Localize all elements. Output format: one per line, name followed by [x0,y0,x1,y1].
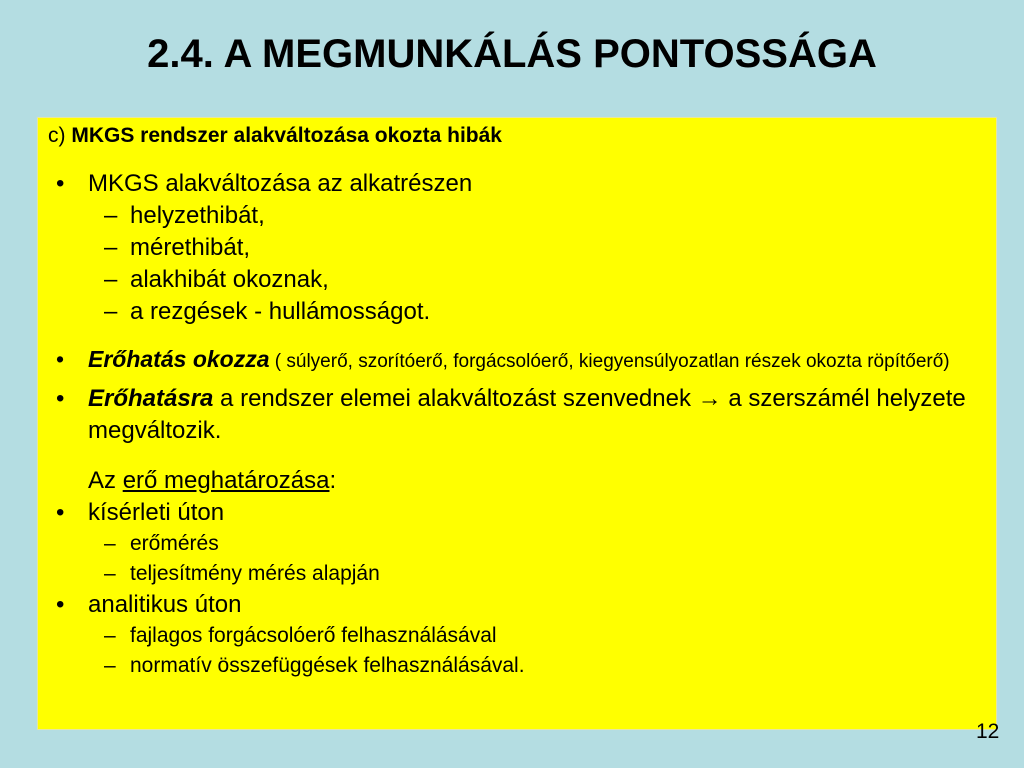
list-item [48,383,996,447]
sub-list-item-text: teljesítmény mérés alapján [130,562,380,585]
list-item-text: ( súlyerő, szorítóerő, forgácsolóerő, kiegyensúlyozatlan részek okozta röpítőerő) [269,351,950,372]
bullet-marker: • [56,499,65,526]
dash-marker: – [104,624,116,647]
list-item-emphasis: Erőhatásra [88,385,214,412]
dash-marker: – [104,562,116,585]
list-item-text: a rendszer elemei alakváltozást szenvednek [213,385,698,412]
sub-list-item [48,296,996,328]
list-item-text: kísérleti úton [88,499,225,526]
bullet-marker: • [56,346,65,372]
dash-marker: – [104,234,118,261]
dash-marker: – [104,532,116,555]
dash-marker: – [104,266,118,293]
list-item [48,168,996,200]
section-heading [48,122,996,150]
arrow-icon: → [697,385,722,412]
section-heading-prefix: c) [48,124,72,147]
list-item-emphasis: Erőhatás okozza [88,346,270,372]
list-item [48,589,996,621]
bullet-marker: • [56,591,65,618]
force-determination-intro [48,465,996,497]
intro-suffix: : [329,467,337,494]
sub-list-item [48,232,996,264]
sub-list-item [48,200,996,232]
sub-list-item [48,559,996,589]
dash-marker: – [104,202,118,229]
sub-list-item-text: alakhibát okoznak, [130,266,329,293]
list-item-text: MKGS alakváltozása az alkatrészen [88,170,473,197]
sub-list-item-text: helyzethibát, [130,202,265,229]
content-box [37,117,997,730]
list-item [48,346,996,375]
list-item [48,497,996,529]
list-item-text: analitikus úton [88,591,242,618]
sub-list-item [48,529,996,559]
intro-underlined: erő meghatározása [122,467,330,494]
sub-list-item [48,264,996,296]
slide-title: 2.4. A MEGMUNKÁLÁS PONTOSSÁGA [147,32,877,76]
dash-marker: – [104,654,116,677]
sub-list-item-text: mérethibát, [130,234,251,261]
sub-list-item-text: normatív összefüggések felhasználásával. [130,654,525,677]
sub-list-item-text: fajlagos forgácsolóerő felhasználásával [130,624,497,647]
sub-list-item [48,621,996,651]
section-heading-title: MKGS rendszer alakváltozása okozta hibák [71,124,502,147]
list-item-text-continued: a szerszámél helyzete megváltozik. [88,385,966,444]
sub-list-item [48,651,996,681]
page-number: 12 [976,720,1000,743]
sub-list-item-text: a rezgések - hullámosságot. [130,298,431,325]
bullet-marker: • [56,170,65,197]
bullet-marker: • [56,385,65,412]
dash-marker: – [104,298,118,325]
sub-list-item-text: erőmérés [130,532,219,555]
intro-prefix: Az [88,467,123,494]
